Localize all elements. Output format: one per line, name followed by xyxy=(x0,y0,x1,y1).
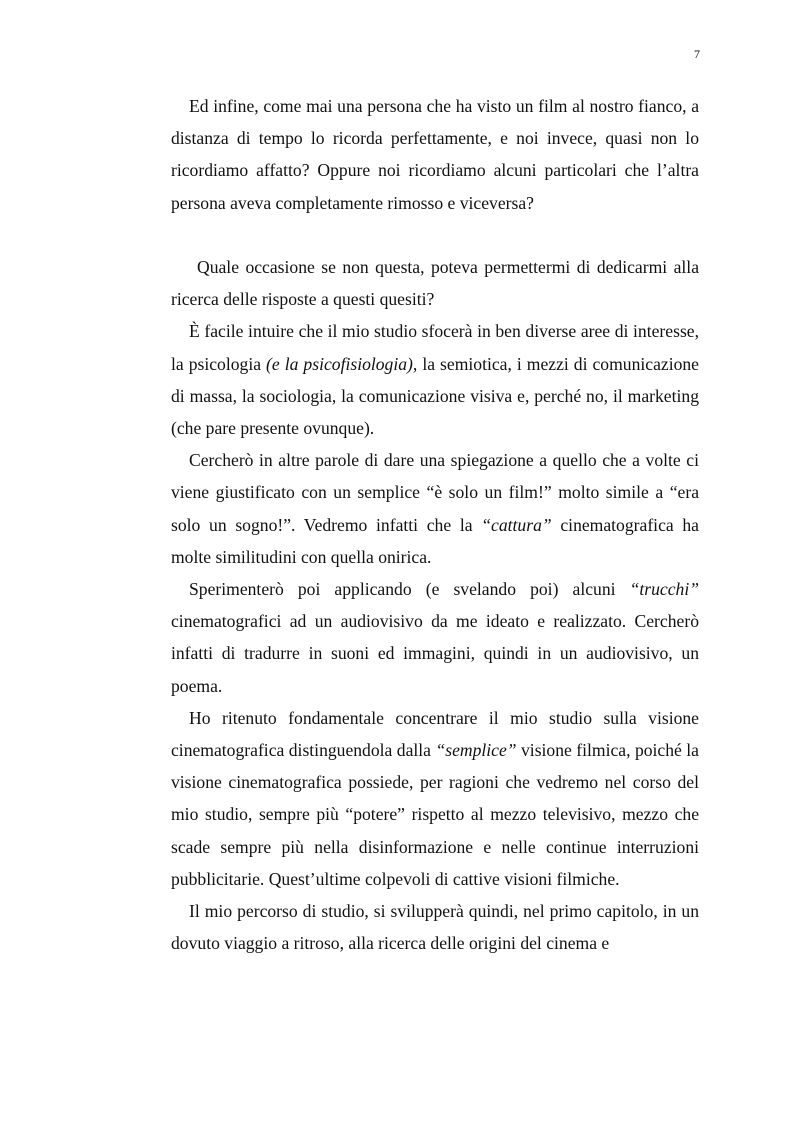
paragraph-cinematic-vision-text-before: Ho ritenuto fondamentale concentrare il mio studio sulla visione cinematografica distinguendola dalla xyxy=(171,707,699,761)
paragraph-experiment-text-before: Sperimenterò poi applicando (e svelando poi) alcuni xyxy=(189,579,630,600)
paragraph-intro-questions: Ed infine, come mai una persona che ha visto un film al nostro fianco, a distanza di tempo lo ricorda perfettamente, e noi invece, quasi non lo ricordiamo affatto? Oppure noi ricordiamo alcuni particolari che l’altra persona aveva completamente rimosso e viceversa? xyxy=(171,96,699,213)
paragraph-cinematic-vision xyxy=(171,702,699,895)
paragraph-experiment xyxy=(171,573,699,702)
paragraph-cinematic-vision-emphasis: “semplice” xyxy=(435,740,517,761)
paragraph-explanation-text-before: Cercherò in altre parole di dare una spiegazione a quello che a volte ci viene giustificato con un semplice “è solo un film!” molto simile a “era solo un sogno!”. Vedremo infatti che la xyxy=(171,450,699,535)
page-number: 7 xyxy=(694,47,700,61)
paragraph-experiment-text-after: cinematografici ad un audiovisivo da me ideato e realizzato. Cercherò infatti di tradurre in suoni ed immagini, quindi in un audiovisivo, un poema. xyxy=(171,611,699,696)
paragraph-study-areas-emphasis: (e la psicofisiologia), xyxy=(266,353,418,374)
paragraph-occasion: Quale occasione se non questa, poteva permettermi di dedicarmi alla ricerca delle risposte a questi quesiti? xyxy=(171,257,699,310)
paragraph-experiment-emphasis: “trucchi” xyxy=(629,579,699,600)
paragraph-explanation-text-after: cinematografica ha molte similitudini con quella onirica. xyxy=(171,514,699,567)
paragraph-study-path: Il mio percorso di studio, si svilupperà quindi, nel primo capitolo, in un dovuto viaggio a ritroso, alla ricerca delle origini del cinema e xyxy=(171,901,699,954)
body-text xyxy=(171,90,699,959)
paragraph-cinematic-vision-text-after: visione filmica, poiché la visione cinematografica possiede, per ragioni che vedremo nel corso del mio studio, sempre più “potere” rispetto al mezzo televisivo, mezzo che scade sempre più nella disinformazione e nelle continue interruzioni pubblicitarie. Quest’ultime colpevoli di cattive visioni filmiche. xyxy=(171,740,699,889)
paragraph-explanation-emphasis: “cattura” xyxy=(481,514,552,535)
paragraph-study-areas-text-after: la semiotica, i mezzi di comunicazione di massa, la sociologia, la comunicazione visiva e, perché no, il marketing (che pare presente ovunque). xyxy=(171,353,699,439)
paragraph-explanation xyxy=(171,444,699,573)
paragraph-study-areas xyxy=(171,315,699,444)
paragraph-study-areas-text-before: È facile intuire che il mio studio sfocerà in ben diverse aree di interesse, la psicologia xyxy=(171,321,699,374)
